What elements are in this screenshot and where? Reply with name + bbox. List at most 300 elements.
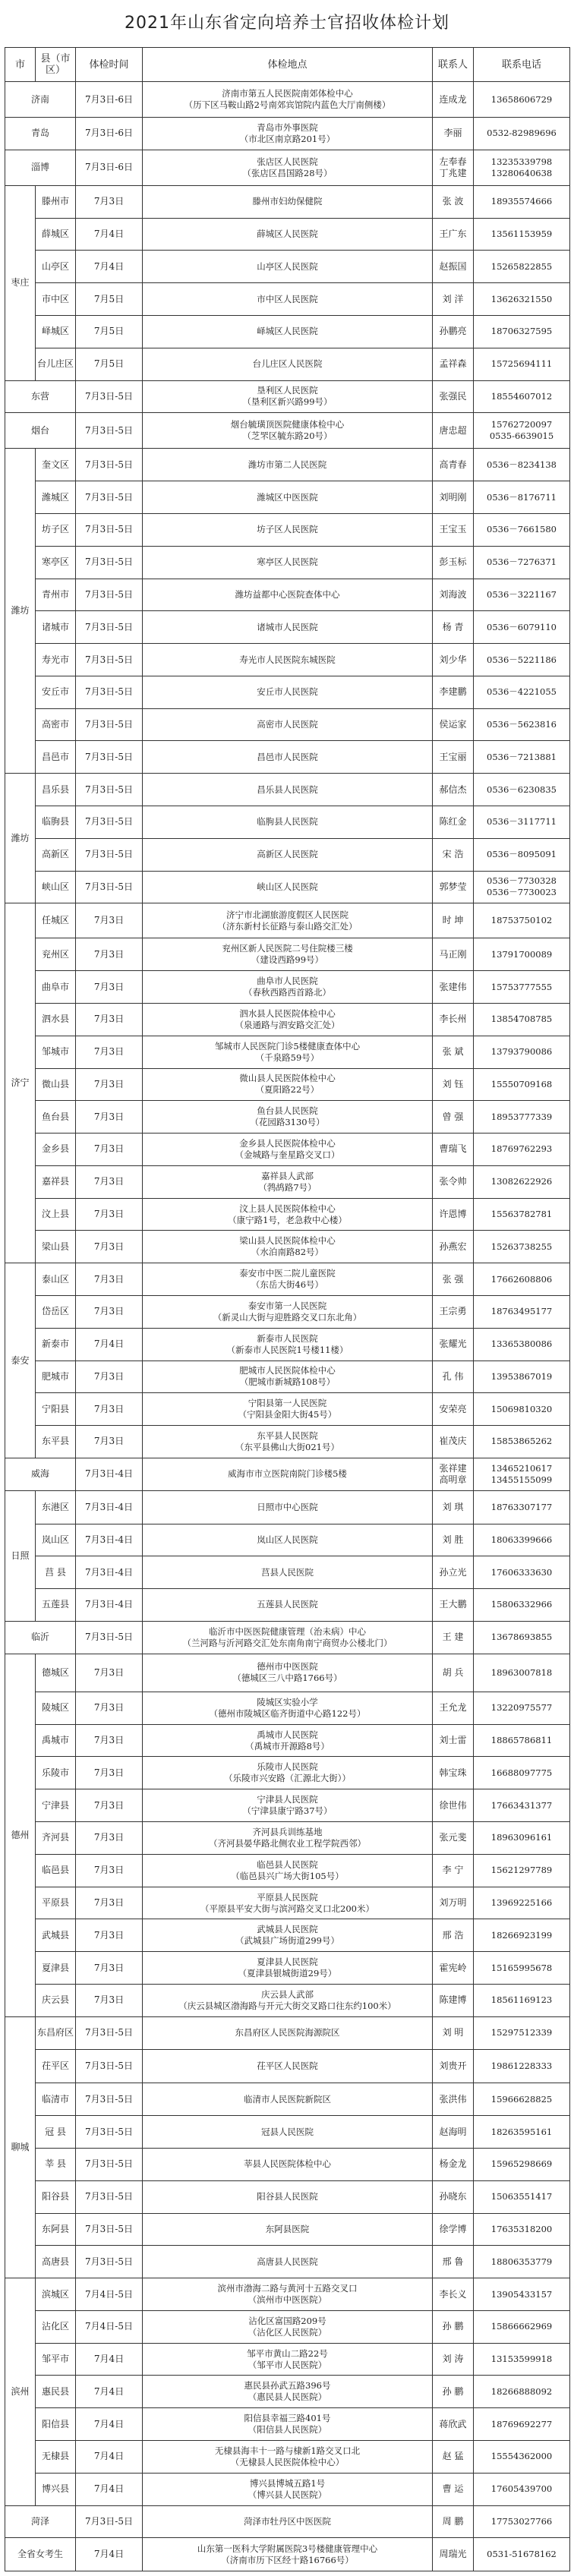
exam-place-cell xyxy=(143,1134,433,1166)
contact-cell xyxy=(433,1393,474,1426)
exam-time-cell: 7月3日-5日 xyxy=(76,2016,143,2049)
exam-time-cell: 7月3日 xyxy=(76,1984,143,2016)
phone-number: 13969225166 xyxy=(490,1897,553,1908)
phone-cell xyxy=(474,806,570,839)
table-row xyxy=(5,1198,570,1231)
phone-number: 0536－6230835 xyxy=(487,784,557,795)
exam-place-line: 高唐县人民医院 xyxy=(257,2256,318,2267)
exam-place-cell xyxy=(143,971,433,1004)
exam-place-cell xyxy=(143,1822,433,1855)
exam-place-line: 阳谷县人民医院 xyxy=(257,2191,318,2202)
exam-place-line: （张店区昌国路28号） xyxy=(242,167,333,178)
phone-number: 15621297789 xyxy=(490,1865,553,1876)
exam-time-cell: 7月3日 xyxy=(76,1134,143,1166)
phone-cell xyxy=(474,676,570,708)
phone-cell xyxy=(474,1361,570,1393)
phone-cell xyxy=(474,2376,570,2408)
exam-place-line: 临清市人民医院新院区 xyxy=(244,2093,331,2105)
contact-cell xyxy=(433,2246,474,2278)
phone-cell xyxy=(474,1524,570,1556)
county-cell: 东平县 xyxy=(36,1426,76,1458)
county-cell: 邹城市 xyxy=(36,1036,76,1068)
contact-cell xyxy=(433,2049,474,2083)
phone-cell xyxy=(474,938,570,971)
county-cell: 高密市 xyxy=(36,708,76,741)
exam-time-cell: 7月3日-6日 xyxy=(76,82,143,118)
city-cell: 全省女考生 xyxy=(5,2538,76,2571)
county-cell: 山亭区 xyxy=(36,251,76,283)
city-cell: 潍坊 xyxy=(5,774,36,903)
exam-place-cell xyxy=(143,2473,433,2505)
exam-place-cell xyxy=(143,2441,433,2474)
exam-place-line: （肥城市新城路108号） xyxy=(239,1376,336,1388)
contact-name: 陈建博 xyxy=(439,1994,467,2006)
exam-place-line: 梁山县人民医院体检中心 xyxy=(239,1235,336,1247)
contact-cell xyxy=(433,514,474,547)
phone-cell xyxy=(474,1887,570,1919)
phone-number: 13953867019 xyxy=(490,1370,553,1382)
table-row xyxy=(5,150,570,185)
contact-name: 王宗勇 xyxy=(439,1306,467,1317)
contact-cell xyxy=(433,971,474,1004)
exam-place-line: （德城区三八中路1766号） xyxy=(232,1673,342,1684)
phone-number: 0536－7661580 xyxy=(487,524,557,535)
table-row xyxy=(5,676,570,708)
contact-name: 马正刚 xyxy=(439,948,467,960)
phone-cell xyxy=(474,971,570,1004)
contact-cell xyxy=(433,1789,474,1822)
table-row xyxy=(5,1757,570,1789)
contact-cell xyxy=(433,218,474,251)
exam-place-line: （建设西路99号） xyxy=(251,954,324,966)
contact-cell xyxy=(433,644,474,676)
county-cell: 乐陵市 xyxy=(36,1757,76,1789)
phone-cell xyxy=(474,1984,570,2016)
table-row xyxy=(5,251,570,283)
exam-time-cell: 7月3日 xyxy=(76,1822,143,1855)
table-row xyxy=(5,481,570,514)
phone-cell xyxy=(474,1919,570,1952)
exam-place-line: （邹平市人民医院） xyxy=(248,2359,327,2370)
exam-place-line: （宁津县康宁路37号） xyxy=(242,1805,333,1817)
exam-place-cell xyxy=(143,2049,433,2083)
contact-name: 杨金龙 xyxy=(439,2158,467,2170)
contact-cell xyxy=(433,1621,474,1654)
phone-number: 13678693855 xyxy=(490,1632,553,1643)
exam-time-cell: 7月3日 xyxy=(76,1426,143,1458)
phone-cell xyxy=(474,2049,570,2083)
phone-cell xyxy=(474,118,570,150)
contact-name: 李丽 xyxy=(443,128,462,139)
phone-cell xyxy=(474,903,570,938)
table-row xyxy=(5,185,570,218)
exam-time-cell: 7月4日 xyxy=(76,2441,143,2474)
table-row xyxy=(5,1101,570,1134)
contact-cell xyxy=(433,579,474,611)
contact-cell xyxy=(433,903,474,938)
table-row xyxy=(5,1426,570,1458)
contact-cell xyxy=(433,82,474,118)
exam-place-line: （无棣县人民医院体检中心） xyxy=(230,2456,345,2467)
county-cell: 博兴县 xyxy=(36,2473,76,2505)
table-row xyxy=(5,1361,570,1393)
county-cell: 德城区 xyxy=(36,1654,76,1692)
exam-place-cell xyxy=(143,1524,433,1556)
exam-place-line: 曲阜市人民医院 xyxy=(257,976,318,987)
table-row xyxy=(5,1036,570,1068)
exam-time-cell: 7月3日 xyxy=(76,1393,143,1426)
exam-place-line: 无棣县海丰十一路与棣新1路交叉口北 xyxy=(214,2445,361,2456)
phone-number: 0536－7213881 xyxy=(487,751,557,762)
county-cell: 肥城市 xyxy=(36,1361,76,1393)
exam-time-cell: 7月5日 xyxy=(76,348,143,380)
contact-name: 曹瑞飞 xyxy=(439,1143,467,1155)
exam-place-line: 德州市中医医院 xyxy=(257,1661,318,1673)
table-row xyxy=(5,2343,570,2376)
contact-cell xyxy=(433,1263,474,1296)
city-cell: 东营 xyxy=(5,380,76,413)
exam-place-line: （乐陵市兴安路（汇源北大街）） xyxy=(224,1773,351,1784)
contact-name: 霍宪岭 xyxy=(439,1962,467,1973)
table-row xyxy=(5,1068,570,1101)
contact-name: 孙鹏亮 xyxy=(439,326,467,337)
exam-place-cell xyxy=(143,1295,433,1328)
header-contact: 联系人 xyxy=(433,48,474,82)
exam-time-cell: 7月3日-4日 xyxy=(76,1589,143,1622)
table-row xyxy=(5,741,570,774)
header-row xyxy=(5,48,570,82)
phone-cell xyxy=(474,1263,570,1296)
county-cell: 曲阜市 xyxy=(36,971,76,1004)
phone-number: 18753750102 xyxy=(490,915,553,926)
exam-place-cell xyxy=(143,838,433,871)
exam-place-cell xyxy=(143,1263,433,1296)
contact-cell xyxy=(433,2116,474,2149)
exam-place-cell xyxy=(143,348,433,380)
phone-number: 15806332966 xyxy=(490,1599,553,1610)
table-row xyxy=(5,806,570,839)
county-cell: 东阿县 xyxy=(36,2213,76,2246)
county-cell: 莘 县 xyxy=(36,2149,76,2181)
exam-place-cell xyxy=(143,316,433,348)
exam-place-line: 微山县人民医院体检中心 xyxy=(239,1073,336,1084)
contact-cell xyxy=(433,1556,474,1589)
exam-place-line: 东平县人民医院 xyxy=(257,1430,318,1441)
exam-place-line: （平原县平安大街与滨河路交叉口北200米） xyxy=(200,1903,374,1914)
contact-cell xyxy=(433,676,474,708)
contact-cell xyxy=(433,1068,474,1101)
contact-cell xyxy=(433,806,474,839)
table-row xyxy=(5,2083,570,2116)
exam-place-line: 寒亭区人民医院 xyxy=(257,557,318,568)
table-row xyxy=(5,2473,570,2505)
exam-place-line: （临邑县兴广场大街105号） xyxy=(231,1870,344,1881)
contact-name: 孔 伟 xyxy=(442,1370,464,1382)
county-cell: 岚山区 xyxy=(36,1524,76,1556)
county-cell: 台儿庄区 xyxy=(36,348,76,380)
contact-name: 曹 运 xyxy=(442,2483,464,2495)
phone-number: 15550709168 xyxy=(490,1078,553,1089)
contact-cell xyxy=(433,2376,474,2408)
contact-name: 胡 兵 xyxy=(442,1666,464,1678)
table-row xyxy=(5,1134,570,1166)
table-row xyxy=(5,2016,570,2049)
phone-cell xyxy=(474,871,570,903)
page-title: 2021年山东省定向培养士官招收体检计划 xyxy=(125,14,449,33)
contact-name: 刘万明 xyxy=(439,1897,467,1908)
exam-place-line: 邹城市人民医院门诊5楼健康查体中心 xyxy=(214,1040,361,1052)
exam-place-line: 金乡县人民医院体检中心 xyxy=(239,1137,336,1149)
phone-number: 13905433157 xyxy=(490,2288,553,2300)
table-row xyxy=(5,118,570,150)
exam-place-line: 汶上县人民医院体检中心 xyxy=(239,1203,336,1214)
contact-name: 王 建 xyxy=(442,1632,464,1643)
exam-place-line: 平原县人民医院 xyxy=(257,1891,318,1903)
exam-place-cell xyxy=(143,283,433,316)
exam-place-line: （夏津县银城街道29号） xyxy=(238,1968,337,1979)
contact-name: 张耀光 xyxy=(439,1338,467,1350)
exam-time-cell: 7月3日 xyxy=(76,1654,143,1692)
county-cell: 夏津县 xyxy=(36,1952,76,1985)
contact-cell xyxy=(433,1101,474,1134)
county-cell: 临邑县 xyxy=(36,1854,76,1887)
exam-place-line: 新泰市人民医院 xyxy=(257,1332,318,1344)
phone-cell xyxy=(474,2213,570,2246)
exam-time-cell: 7月3日-5日 xyxy=(76,806,143,839)
exam-place-line: 菏泽市牡丹区中医医院 xyxy=(244,2515,331,2527)
contact-name: 刘 洋 xyxy=(442,293,464,304)
exam-place-line: （武城县广场街道299号） xyxy=(235,1935,339,1947)
phone-cell xyxy=(474,1490,570,1524)
exam-place-cell xyxy=(143,118,433,150)
contact-cell xyxy=(433,1003,474,1036)
phone-cell xyxy=(474,1789,570,1822)
contact-name: 李长州 xyxy=(439,1014,467,1025)
phone-cell xyxy=(474,2149,570,2181)
exam-place-cell xyxy=(143,676,433,708)
phone-number: 15725694111 xyxy=(490,358,553,370)
table-row xyxy=(5,2049,570,2083)
exam-place-line: 临朐县人民医院 xyxy=(257,816,318,828)
exam-place-line: （水泊南路82号） xyxy=(251,1247,324,1258)
contact-name: 唐忠超 xyxy=(439,424,467,436)
contact-cell xyxy=(433,1654,474,1692)
exam-place-line: 高新区人民医院 xyxy=(257,849,318,860)
contact-cell xyxy=(433,1036,474,1068)
contact-name: 韩宝珠 xyxy=(439,1767,467,1778)
exam-place-cell xyxy=(143,185,433,218)
exam-time-cell: 7月4日 xyxy=(76,218,143,251)
county-cell: 临清市 xyxy=(36,2083,76,2116)
table-row xyxy=(5,938,570,971)
exam-place-line: 垦利区人民医院 xyxy=(257,385,318,396)
exam-time-cell: 7月3日 xyxy=(76,1101,143,1134)
exam-place-cell xyxy=(143,2083,433,2116)
contact-cell xyxy=(433,2441,474,2474)
exam-place-line: 峄城区人民医院 xyxy=(257,326,318,337)
exam-place-cell xyxy=(143,2213,433,2246)
contact-name: 左奉春 xyxy=(439,156,467,167)
exam-time-cell: 7月3日 xyxy=(76,1952,143,1985)
city-cell: 潍坊 xyxy=(5,449,36,774)
table-row xyxy=(5,838,570,871)
phone-cell xyxy=(474,380,570,413)
phone-number: 18806353779 xyxy=(490,2256,553,2267)
exam-place-cell xyxy=(143,1068,433,1101)
exam-place-line: 惠民县孙武五路396号 xyxy=(244,2380,331,2392)
contact-cell xyxy=(433,774,474,806)
exam-time-cell: 7月4日 xyxy=(76,1328,143,1361)
exam-place-line: （齐河县晏华路北侧农业工程学院西邻） xyxy=(209,1837,366,1849)
phone-number: 15063551417 xyxy=(490,2191,553,2202)
exam-place-line: （春秋西路西首路北） xyxy=(244,987,331,998)
exam-place-line: 济宁市北湖旅游度假区人民医院 xyxy=(226,909,348,920)
contact-cell xyxy=(433,611,474,644)
contact-cell xyxy=(433,251,474,283)
exam-place-line: （鹁鸪路7号） xyxy=(258,1181,317,1193)
city-cell: 淄博 xyxy=(5,150,76,185)
contact-name: 陈红金 xyxy=(439,816,467,828)
contact-name: 彭玉标 xyxy=(439,557,467,568)
table-row xyxy=(5,1692,570,1724)
contact-name: 安荣亮 xyxy=(439,1403,467,1414)
county-cell: 兖州区 xyxy=(36,938,76,971)
table-row xyxy=(5,2180,570,2213)
contact-name: 王宝玉 xyxy=(439,524,467,535)
exam-place-cell xyxy=(143,2116,433,2149)
table-row xyxy=(5,1724,570,1757)
exam-time-cell: 7月3日-4日 xyxy=(76,1556,143,1589)
exam-place-line: 鱼台县人民医院 xyxy=(257,1105,318,1117)
contact-cell xyxy=(433,2343,474,2376)
county-cell: 齐河县 xyxy=(36,1822,76,1855)
contact-cell xyxy=(433,2278,474,2311)
county-cell: 新泰市 xyxy=(36,1328,76,1361)
exam-place-cell xyxy=(143,380,433,413)
exam-place-line: （庆云县城区渤海路与开元大街交叉路口往东约100米） xyxy=(178,2000,396,2011)
exam-place-cell xyxy=(143,1724,433,1757)
table-row xyxy=(5,1654,570,1692)
phone-cell xyxy=(474,1198,570,1231)
exam-place-cell xyxy=(143,218,433,251)
table-row xyxy=(5,644,570,676)
phone-cell xyxy=(474,481,570,514)
county-cell: 坊子区 xyxy=(36,514,76,547)
contact-name: 邢 鲁 xyxy=(442,2256,464,2267)
contact-name: 张 波 xyxy=(442,196,464,207)
contact-cell xyxy=(433,1692,474,1724)
county-cell: 峄城区 xyxy=(36,316,76,348)
phone-cell xyxy=(474,1426,570,1458)
contact-name: 李建鹏 xyxy=(439,686,467,698)
exam-time-cell: 7月3日 xyxy=(76,971,143,1004)
contact-name: 侯运家 xyxy=(439,719,467,730)
contact-name: 张 斌 xyxy=(442,1046,464,1058)
county-cell: 五莲县 xyxy=(36,1589,76,1622)
exam-place-line: （滨州市中医医院） xyxy=(248,2294,327,2306)
table-row xyxy=(5,1231,570,1263)
contact-name: 刘明刚 xyxy=(439,491,467,503)
exam-place-cell xyxy=(143,611,433,644)
phone-number: 18763495177 xyxy=(490,1306,553,1317)
exam-place-line: 青岛市外事医院 xyxy=(257,121,318,133)
phone-number: 15866662969 xyxy=(490,2321,553,2332)
contact-name: 张令帅 xyxy=(439,1176,467,1187)
contact-name: 赵海明 xyxy=(439,2126,467,2137)
county-cell: 阳信县 xyxy=(36,2408,76,2441)
county-cell: 莒 县 xyxy=(36,1556,76,1589)
exam-time-cell: 7月3日-5日 xyxy=(76,579,143,611)
exam-place-line: 潍坊益都中心医院查体中心 xyxy=(235,588,340,600)
exam-place-cell xyxy=(143,2310,433,2343)
exam-place-line: （济东新村长征路与泰山路交汇处） xyxy=(217,920,358,932)
exam-time-cell: 7月3日-5日 xyxy=(76,708,143,741)
phone-number: 15265822855 xyxy=(490,260,553,272)
contact-name: 徐学博 xyxy=(439,2223,467,2234)
phone-number: 0536－8234138 xyxy=(487,459,557,470)
contact-name: 刘 琪 xyxy=(442,1501,464,1512)
contact-cell xyxy=(433,938,474,971)
exam-time-cell: 7月3日-5日 xyxy=(76,871,143,903)
contact-cell xyxy=(433,413,474,449)
table-row xyxy=(5,1887,570,1919)
city-cell: 青岛 xyxy=(5,118,76,150)
table-row xyxy=(5,514,570,547)
exam-time-cell: 7月3日-5日 xyxy=(76,774,143,806)
table-row xyxy=(5,2538,570,2571)
contact-name: 孙燕宏 xyxy=(439,1241,467,1252)
contact-name: 连成龙 xyxy=(439,93,467,105)
exam-time-cell: 7月3日 xyxy=(76,1003,143,1036)
contact-cell xyxy=(433,741,474,774)
contact-cell xyxy=(433,2083,474,2116)
exam-place-line: （历下区马鞍山路2号南郊宾馆院内蓝色大厅南侧楼） xyxy=(184,99,391,111)
exam-place-cell xyxy=(143,2376,433,2408)
county-cell: 滨城区 xyxy=(36,2278,76,2311)
exam-time-cell: 7月3日 xyxy=(76,1361,143,1393)
phone-number: 15966628825 xyxy=(490,2093,553,2105)
exam-place-line: （新灵山大街与迎胜路交叉口东北角） xyxy=(213,1311,362,1323)
table-row xyxy=(5,1984,570,2016)
exam-time-cell: 7月3日-5日 xyxy=(76,676,143,708)
contact-cell xyxy=(433,150,474,185)
phone-cell xyxy=(474,2343,570,2376)
phone-cell xyxy=(474,185,570,218)
exam-place-cell xyxy=(143,644,433,676)
phone-number: 0536－7276371 xyxy=(487,557,557,568)
exam-place-line: 安丘市人民医院 xyxy=(257,686,318,698)
phone-cell xyxy=(474,1134,570,1166)
exam-place-line: （宁阳县金阳大街45号） xyxy=(238,1409,337,1420)
exam-time-cell: 7月3日 xyxy=(76,1263,143,1296)
contact-cell xyxy=(433,1134,474,1166)
table-row xyxy=(5,82,570,118)
contact-name: 王广东 xyxy=(439,229,467,240)
phone-number: 15263738255 xyxy=(490,1241,553,1252)
phone-cell xyxy=(474,2310,570,2343)
exam-place-line: 诸城市人民医院 xyxy=(257,621,318,632)
exam-time-cell: 7月4日 xyxy=(76,2376,143,2408)
contact-name: 刘士雷 xyxy=(439,1735,467,1746)
table-row xyxy=(5,449,570,481)
exam-time-cell: 7月3日-5日 xyxy=(76,2083,143,2116)
table-row xyxy=(5,316,570,348)
exam-time-cell: 7月3日-6日 xyxy=(76,118,143,150)
exam-place-line: 薛城区人民医院 xyxy=(257,229,318,240)
phone-cell xyxy=(474,2116,570,2149)
county-cell: 庆云县 xyxy=(36,1984,76,2016)
phone-number: 18763307177 xyxy=(490,1501,553,1512)
